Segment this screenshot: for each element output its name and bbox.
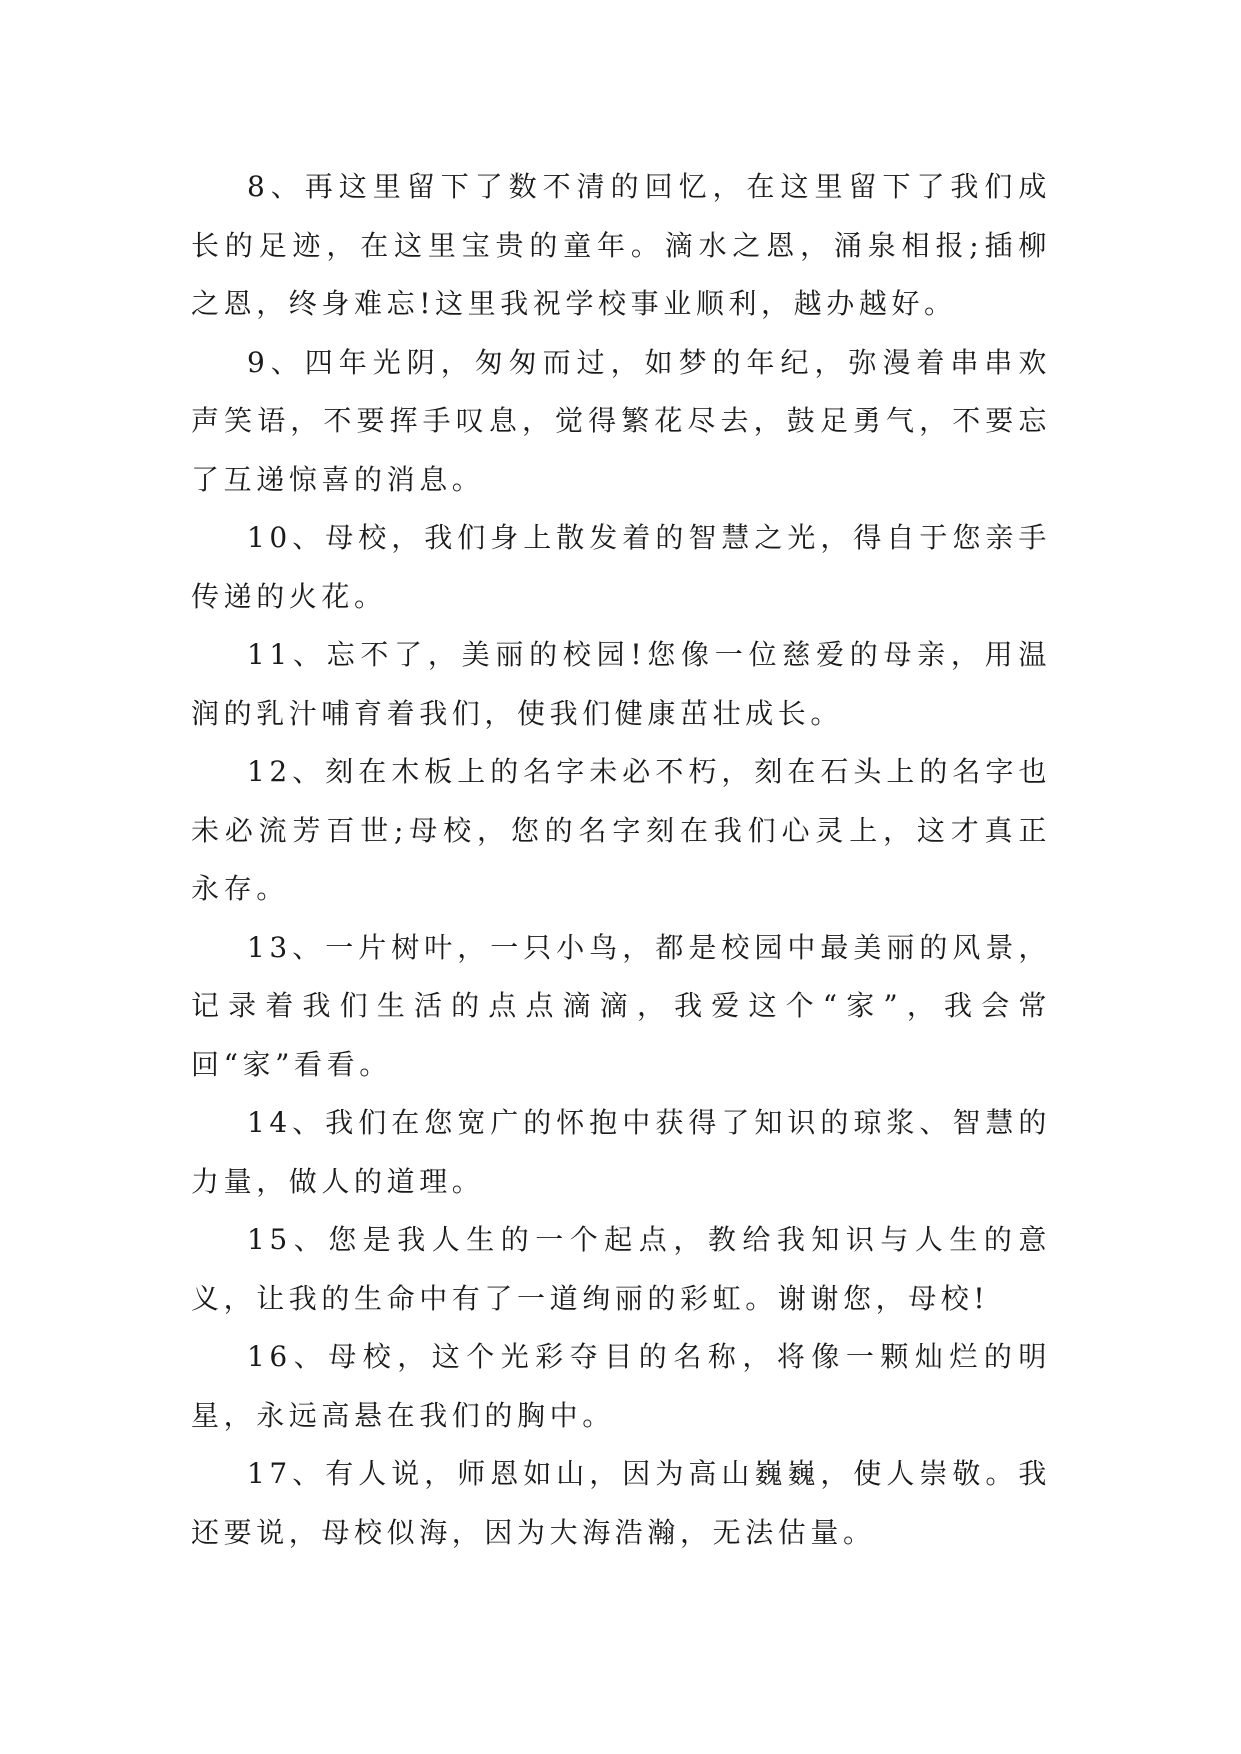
- paragraph-17: 17、有人说，师恩如山，因为高山巍巍，使人崇敬。我还要说，母校似海，因为大海浩瀚，无法估量。: [191, 1457, 1051, 1549]
- paragraph-11: 11、忘不了，美丽的校园!您像一位慈爱的母亲，用温润的乳汁哺育着我们，使我们健康茁壮成长。: [191, 638, 1051, 730]
- paragraph-16: 16、母校，这个光彩夺目的名称，将像一颗灿烂的明星，永远高悬在我们的胸中。: [191, 1340, 1051, 1432]
- paragraph-14: 14、我们在您宽广的怀抱中获得了知识的琼浆、智慧的力量，做人的道理。: [191, 1106, 1051, 1198]
- paragraph-13: 13、一片树叶，一只小鸟，都是校园中最美丽的风景，记录着我们生活的点点滴滴，我爱这个“家”，我会常回“家”看看。: [191, 930, 1051, 1081]
- paragraph-8: 8、再这里留下了数不清的回忆，在这里留下了我们成长的足迹，在这里宝贵的童年。滴水之恩，涌泉相报;插柳之恩，终身难忘!这里我祝学校事业顺利，越办越好。: [191, 170, 1051, 320]
- paragraph-15: 15、您是我人生的一个起点，教给我知识与人生的意义，让我的生命中有了一道绚丽的彩虹。谢谢您，母校!: [191, 1223, 1051, 1315]
- paragraph-10: 10、母校，我们身上散发着的智慧之光，得自于您亲手传递的火花。: [191, 521, 1051, 613]
- paragraph-9: 9、四年光阴，匆匆而过，如梦的年纪，弥漫着串串欢声笑语，不要挥手叹息，觉得繁花尽去，鼓足勇气，不要忘了互递惊喜的消息。: [191, 345, 1051, 496]
- paragraph-12: 12、刻在木板上的名字未必不朽，刻在石头上的名字也未必流芳百世;母校，您的名字刻在我们心灵上，这才真正永存。: [191, 755, 1051, 905]
- document-body: [191, 158, 1051, 1562]
